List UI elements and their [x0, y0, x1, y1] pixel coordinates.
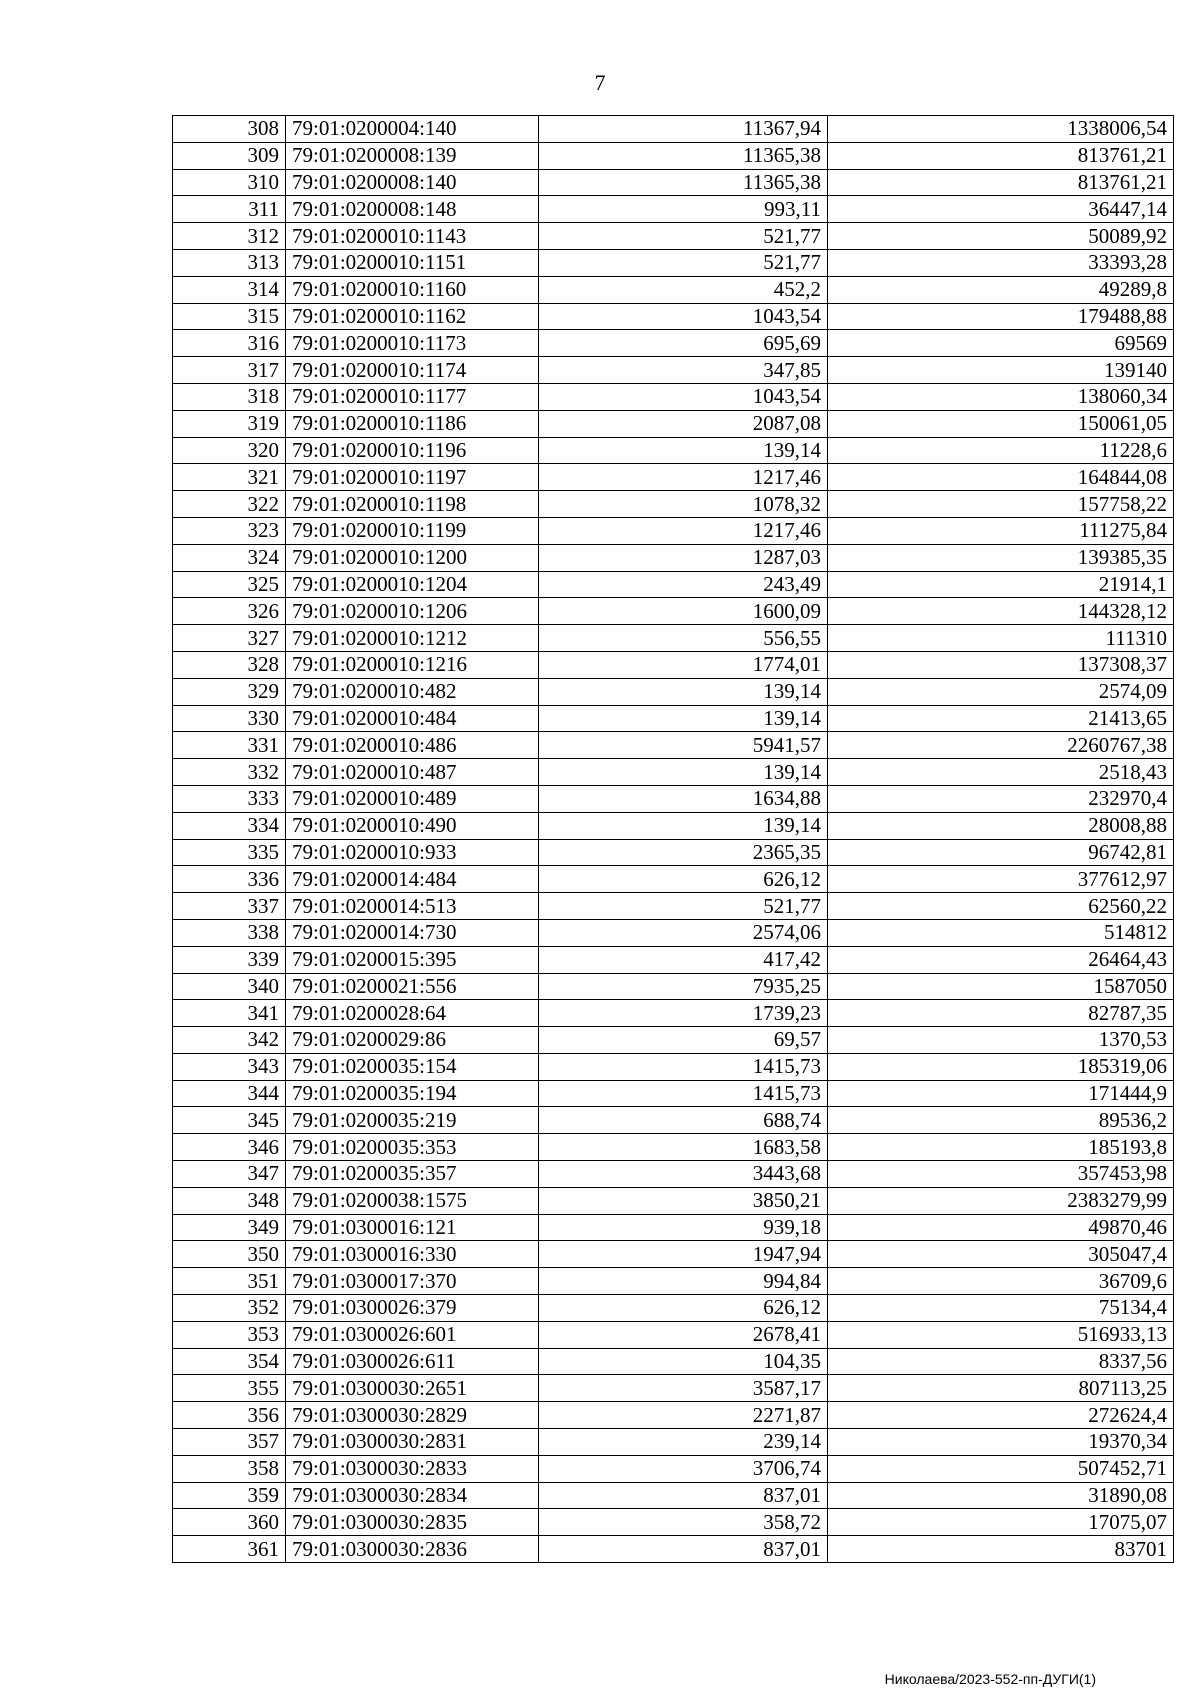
cadastral-number-cell: 79:01:0200010:1186: [286, 410, 539, 437]
table-row: [173, 839, 1174, 866]
cadastral-number-cell: 79:01:0300016:121: [286, 1214, 539, 1241]
area-value-cell: 626,12: [539, 866, 828, 893]
cadastral-number-cell: 79:01:0200010:1160: [286, 276, 539, 303]
cadastral-value-cell: 2574,09: [828, 678, 1174, 705]
table-row: [173, 1429, 1174, 1456]
area-value-cell: 1683,58: [539, 1134, 828, 1161]
cadastral-number-cell: 79:01:0200028:64: [286, 1000, 539, 1027]
table-row: [173, 223, 1174, 250]
table-row: [173, 946, 1174, 973]
cadastral-value-cell: 807113,25: [828, 1375, 1174, 1402]
cadastral-number-cell: 79:01:0200008:139: [286, 142, 539, 169]
table-row: [173, 276, 1174, 303]
area-value-cell: 2271,87: [539, 1402, 828, 1429]
area-value-cell: 2678,41: [539, 1321, 828, 1348]
row-number-cell: 321: [173, 464, 286, 491]
table-row: [173, 785, 1174, 812]
cadastral-number-cell: 79:01:0200021:556: [286, 973, 539, 1000]
row-number-cell: 331: [173, 732, 286, 759]
row-number-cell: 316: [173, 330, 286, 357]
cadastral-number-cell: 79:01:0200010:1198: [286, 491, 539, 518]
cadastral-value-cell: 49870,46: [828, 1214, 1174, 1241]
cadastral-number-cell: 79:01:0200038:1575: [286, 1187, 539, 1214]
row-number-cell: 355: [173, 1375, 286, 1402]
cadastral-value-cell: 75134,4: [828, 1295, 1174, 1322]
table-row: [173, 1348, 1174, 1375]
cadastral-number-cell: 79:01:0200010:487: [286, 759, 539, 786]
table-row: [173, 464, 1174, 491]
row-number-cell: 361: [173, 1536, 286, 1563]
cadastral-value-cell: 1587050: [828, 973, 1174, 1000]
row-number-cell: 319: [173, 410, 286, 437]
cadastral-number-cell: 79:01:0300016:330: [286, 1241, 539, 1268]
cadastral-value-cell: 813761,21: [828, 142, 1174, 169]
area-value-cell: 688,74: [539, 1107, 828, 1134]
area-value-cell: 994,84: [539, 1268, 828, 1295]
table-row: [173, 196, 1174, 223]
area-value-cell: 1415,73: [539, 1053, 828, 1080]
row-number-cell: 320: [173, 437, 286, 464]
cadastral-number-cell: 79:01:0200010:1196: [286, 437, 539, 464]
area-value-cell: 993,11: [539, 196, 828, 223]
area-value-cell: 521,77: [539, 223, 828, 250]
area-value-cell: 3587,17: [539, 1375, 828, 1402]
table-row: [173, 1161, 1174, 1188]
row-number-cell: 341: [173, 1000, 286, 1027]
area-value-cell: 139,14: [539, 705, 828, 732]
row-number-cell: 334: [173, 812, 286, 839]
row-number-cell: 324: [173, 544, 286, 571]
cadastral-number-cell: 79:01:0200035:219: [286, 1107, 539, 1134]
cadastral-number-cell: 79:01:0200014:513: [286, 893, 539, 920]
cadastral-value-cell: 272624,4: [828, 1402, 1174, 1429]
table-row: [173, 544, 1174, 571]
table-row: [173, 893, 1174, 920]
table-row: [173, 1402, 1174, 1429]
row-number-cell: 311: [173, 196, 286, 223]
cadastral-number-cell: 79:01:0200010:1177: [286, 383, 539, 410]
table-row: [173, 973, 1174, 1000]
cadastral-value-cell: 2518,43: [828, 759, 1174, 786]
area-value-cell: 1043,54: [539, 383, 828, 410]
table-row: [173, 410, 1174, 437]
cadastral-number-cell: 79:01:0200004:140: [286, 116, 539, 143]
cadastral-value-cell: 150061,05: [828, 410, 1174, 437]
row-number-cell: 340: [173, 973, 286, 1000]
cadastral-value-cell: 377612,97: [828, 866, 1174, 893]
cadastral-value-cell: 185193,8: [828, 1134, 1174, 1161]
table-row: [173, 1241, 1174, 1268]
row-number-cell: 317: [173, 357, 286, 384]
area-value-cell: 626,12: [539, 1295, 828, 1322]
cadastral-value-cell: 144328,12: [828, 598, 1174, 625]
cadastral-number-cell: 79:01:0200010:486: [286, 732, 539, 759]
area-value-cell: 521,77: [539, 893, 828, 920]
row-number-cell: 347: [173, 1161, 286, 1188]
row-number-cell: 333: [173, 785, 286, 812]
cadastral-number-cell: 79:01:0200008:140: [286, 169, 539, 196]
area-value-cell: 69,57: [539, 1027, 828, 1054]
row-number-cell: 335: [173, 839, 286, 866]
cadastral-value-cell: 31890,08: [828, 1482, 1174, 1509]
row-number-cell: 336: [173, 866, 286, 893]
cadastral-number-cell: 79:01:0200035:353: [286, 1134, 539, 1161]
row-number-cell: 356: [173, 1402, 286, 1429]
cadastral-number-cell: 79:01:0200010:1212: [286, 625, 539, 652]
area-value-cell: 837,01: [539, 1536, 828, 1563]
area-value-cell: 1078,32: [539, 491, 828, 518]
cadastral-number-cell: 79:01:0300030:2835: [286, 1509, 539, 1536]
row-number-cell: 323: [173, 517, 286, 544]
cadastral-value-cell: 138060,34: [828, 383, 1174, 410]
area-value-cell: 11367,94: [539, 116, 828, 143]
row-number-cell: 339: [173, 946, 286, 973]
area-value-cell: 3443,68: [539, 1161, 828, 1188]
area-value-cell: 1043,54: [539, 303, 828, 330]
table-row: [173, 437, 1174, 464]
row-number-cell: 328: [173, 651, 286, 678]
table-row: [173, 1536, 1174, 1563]
cadastral-value-cell: 36709,6: [828, 1268, 1174, 1295]
table-row: [173, 249, 1174, 276]
row-number-cell: 314: [173, 276, 286, 303]
table-row: [173, 1321, 1174, 1348]
cadastral-number-cell: 79:01:0200010:1162: [286, 303, 539, 330]
table-row: [173, 1295, 1174, 1322]
area-value-cell: 939,18: [539, 1214, 828, 1241]
area-value-cell: 2087,08: [539, 410, 828, 437]
row-number-cell: 352: [173, 1295, 286, 1322]
row-number-cell: 359: [173, 1482, 286, 1509]
cadastral-value-cell: 357453,98: [828, 1161, 1174, 1188]
table-row: [173, 116, 1174, 143]
cadastral-value-cell: 516933,13: [828, 1321, 1174, 1348]
cadastral-value-cell: 28008,88: [828, 812, 1174, 839]
page-number: 7: [594, 70, 606, 95]
area-value-cell: 11365,38: [539, 142, 828, 169]
row-number-cell: 308: [173, 116, 286, 143]
cadastral-value-cell: 2383279,99: [828, 1187, 1174, 1214]
cadastral-value-cell: 17075,07: [828, 1509, 1174, 1536]
table-row: [173, 1214, 1174, 1241]
table-row: [173, 705, 1174, 732]
area-value-cell: 521,77: [539, 249, 828, 276]
cadastral-number-cell: 79:01:0200035:154: [286, 1053, 539, 1080]
table-row: [173, 383, 1174, 410]
cadastral-value-cell: 1338006,54: [828, 116, 1174, 143]
cadastral-number-cell: 79:01:0200008:148: [286, 196, 539, 223]
area-value-cell: 695,69: [539, 330, 828, 357]
cadastral-value-cell: 514812: [828, 919, 1174, 946]
cadastral-value-cell: 507452,71: [828, 1455, 1174, 1482]
cadastral-value-cell: 33393,28: [828, 249, 1174, 276]
cadastral-value-cell: 305047,4: [828, 1241, 1174, 1268]
cadastral-number-cell: 79:01:0200010:933: [286, 839, 539, 866]
cadastral-number-cell: 79:01:0200029:86: [286, 1027, 539, 1054]
row-number-cell: 351: [173, 1268, 286, 1295]
table-row: [173, 598, 1174, 625]
table-row: [173, 517, 1174, 544]
cadastral-number-cell: 79:01:0300026:601: [286, 1321, 539, 1348]
cadastral-number-cell: 79:01:0200010:1204: [286, 571, 539, 598]
cadastral-value-cell: 11228,6: [828, 437, 1174, 464]
cadastral-number-cell: 79:01:0300030:2836: [286, 1536, 539, 1563]
row-number-cell: 327: [173, 625, 286, 652]
cadastral-value-cell: 2260767,38: [828, 732, 1174, 759]
area-value-cell: 239,14: [539, 1429, 828, 1456]
row-number-cell: 360: [173, 1509, 286, 1536]
area-value-cell: 139,14: [539, 437, 828, 464]
cadastral-value-cell: 185319,06: [828, 1053, 1174, 1080]
area-value-cell: 7935,25: [539, 973, 828, 1000]
cadastral-number-cell: 79:01:0200010:1197: [286, 464, 539, 491]
cadastral-value-cell: 89536,2: [828, 1107, 1174, 1134]
table-row: [173, 1053, 1174, 1080]
area-value-cell: 139,14: [539, 759, 828, 786]
area-value-cell: 243,49: [539, 571, 828, 598]
cadastral-number-cell: 79:01:0200010:1200: [286, 544, 539, 571]
area-value-cell: 3850,21: [539, 1187, 828, 1214]
row-number-cell: 338: [173, 919, 286, 946]
table-row: [173, 1509, 1174, 1536]
table-row: [173, 1455, 1174, 1482]
area-value-cell: 139,14: [539, 812, 828, 839]
table-row: [173, 1482, 1174, 1509]
table-row: [173, 1268, 1174, 1295]
area-value-cell: 358,72: [539, 1509, 828, 1536]
table-row: [173, 1107, 1174, 1134]
row-number-cell: 326: [173, 598, 286, 625]
cadastral-value-cell: 82787,35: [828, 1000, 1174, 1027]
row-number-cell: 315: [173, 303, 286, 330]
cadastral-number-cell: 79:01:0200010:489: [286, 785, 539, 812]
area-value-cell: 1217,46: [539, 464, 828, 491]
cadastral-number-cell: 79:01:0200014:484: [286, 866, 539, 893]
cadastral-value-cell: 69569: [828, 330, 1174, 357]
cadastral-number-cell: 79:01:0300030:2651: [286, 1375, 539, 1402]
cadastral-number-cell: 79:01:0200010:1143: [286, 223, 539, 250]
row-number-cell: 346: [173, 1134, 286, 1161]
cadastral-value-cell: 1370,53: [828, 1027, 1174, 1054]
table-row: [173, 812, 1174, 839]
row-number-cell: 343: [173, 1053, 286, 1080]
row-number-cell: 357: [173, 1429, 286, 1456]
cadastral-value-cell: 111275,84: [828, 517, 1174, 544]
cadastral-value-cell: 157758,22: [828, 491, 1174, 518]
cadastral-number-cell: 79:01:0200015:395: [286, 946, 539, 973]
table-row: [173, 1134, 1174, 1161]
table-row: [173, 169, 1174, 196]
cadastral-number-cell: 79:01:0200010:1206: [286, 598, 539, 625]
table-row: [173, 571, 1174, 598]
cadastral-value-cell: 96742,81: [828, 839, 1174, 866]
table-row: [173, 330, 1174, 357]
table-row: [173, 678, 1174, 705]
table-row: [173, 1375, 1174, 1402]
cadastral-value-cell: 21413,65: [828, 705, 1174, 732]
cadastral-value-cell: 8337,56: [828, 1348, 1174, 1375]
area-value-cell: 2365,35: [539, 839, 828, 866]
row-number-cell: 345: [173, 1107, 286, 1134]
cadastral-number-cell: 79:01:0200035:194: [286, 1080, 539, 1107]
cadastral-number-cell: 79:01:0300030:2829: [286, 1402, 539, 1429]
table-row: [173, 142, 1174, 169]
row-number-cell: 354: [173, 1348, 286, 1375]
cadastral-value-cell: 26464,43: [828, 946, 1174, 973]
table-row: [173, 357, 1174, 384]
row-number-cell: 330: [173, 705, 286, 732]
row-number-cell: 349: [173, 1214, 286, 1241]
table-row: [173, 1027, 1174, 1054]
area-value-cell: 104,35: [539, 1348, 828, 1375]
row-number-cell: 312: [173, 223, 286, 250]
cadastral-value-cell: 19370,34: [828, 1429, 1174, 1456]
cadastral-table: [172, 115, 1174, 1563]
document-reference: Николаева/2023-552-пп-ДУГИ(1): [884, 1671, 1096, 1687]
table-body: [173, 116, 1174, 1563]
cadastral-number-cell: 79:01:0300026:611: [286, 1348, 539, 1375]
cadastral-number-cell: 79:01:0300017:370: [286, 1268, 539, 1295]
area-value-cell: 1634,88: [539, 785, 828, 812]
cadastral-number-cell: 79:01:0200014:730: [286, 919, 539, 946]
area-value-cell: 3706,74: [539, 1455, 828, 1482]
row-number-cell: 325: [173, 571, 286, 598]
table-row: [173, 866, 1174, 893]
table-row: [173, 491, 1174, 518]
row-number-cell: 337: [173, 893, 286, 920]
area-value-cell: 2574,06: [539, 919, 828, 946]
row-number-cell: 332: [173, 759, 286, 786]
row-number-cell: 318: [173, 383, 286, 410]
cadastral-value-cell: 179488,88: [828, 303, 1174, 330]
area-value-cell: 1415,73: [539, 1080, 828, 1107]
cadastral-value-cell: 21914,1: [828, 571, 1174, 598]
cadastral-number-cell: 79:01:0200010:1174: [286, 357, 539, 384]
area-value-cell: 139,14: [539, 678, 828, 705]
cadastral-value-cell: 813761,21: [828, 169, 1174, 196]
cadastral-value-cell: 36447,14: [828, 196, 1174, 223]
cadastral-number-cell: 79:01:0200010:482: [286, 678, 539, 705]
cadastral-value-cell: 164844,08: [828, 464, 1174, 491]
table-row: [173, 759, 1174, 786]
area-value-cell: 417,42: [539, 946, 828, 973]
area-value-cell: 1217,46: [539, 517, 828, 544]
row-number-cell: 309: [173, 142, 286, 169]
table-row: [173, 919, 1174, 946]
cadastral-number-cell: 79:01:0200010:1216: [286, 651, 539, 678]
cadastral-value-cell: 139140: [828, 357, 1174, 384]
area-value-cell: 1774,01: [539, 651, 828, 678]
area-value-cell: 1947,94: [539, 1241, 828, 1268]
area-value-cell: 837,01: [539, 1482, 828, 1509]
cadastral-number-cell: 79:01:0300030:2833: [286, 1455, 539, 1482]
cadastral-number-cell: 79:01:0200010:1173: [286, 330, 539, 357]
cadastral-value-cell: 137308,37: [828, 651, 1174, 678]
row-number-cell: 329: [173, 678, 286, 705]
area-value-cell: 5941,57: [539, 732, 828, 759]
cadastral-value-cell: 83701: [828, 1536, 1174, 1563]
cadastral-number-cell: 79:01:0300030:2834: [286, 1482, 539, 1509]
cadastral-value-cell: 49289,8: [828, 276, 1174, 303]
row-number-cell: 313: [173, 249, 286, 276]
row-number-cell: 353: [173, 1321, 286, 1348]
row-number-cell: 348: [173, 1187, 286, 1214]
table-row: [173, 1080, 1174, 1107]
table-row: [173, 303, 1174, 330]
area-value-cell: 1600,09: [539, 598, 828, 625]
row-number-cell: 350: [173, 1241, 286, 1268]
table-row: [173, 1187, 1174, 1214]
area-value-cell: 556,55: [539, 625, 828, 652]
cadastral-value-cell: 50089,92: [828, 223, 1174, 250]
area-value-cell: 347,85: [539, 357, 828, 384]
area-value-cell: 11365,38: [539, 169, 828, 196]
cadastral-value-cell: 62560,22: [828, 893, 1174, 920]
table-row: [173, 1000, 1174, 1027]
table-row: [173, 651, 1174, 678]
cadastral-number-cell: 79:01:0200010:1199: [286, 517, 539, 544]
area-value-cell: 1739,23: [539, 1000, 828, 1027]
cadastral-number-cell: 79:01:0200010:490: [286, 812, 539, 839]
row-number-cell: 342: [173, 1027, 286, 1054]
row-number-cell: 344: [173, 1080, 286, 1107]
cadastral-number-cell: 79:01:0300026:379: [286, 1295, 539, 1322]
row-number-cell: 358: [173, 1455, 286, 1482]
cadastral-value-cell: 171444,9: [828, 1080, 1174, 1107]
row-number-cell: 310: [173, 169, 286, 196]
table-row: [173, 625, 1174, 652]
cadastral-number-cell: 79:01:0200035:357: [286, 1161, 539, 1188]
area-value-cell: 1287,03: [539, 544, 828, 571]
cadastral-value-cell: 232970,4: [828, 785, 1174, 812]
cadastral-number-cell: 79:01:0300030:2831: [286, 1429, 539, 1456]
area-value-cell: 452,2: [539, 276, 828, 303]
cadastral-value-cell: 139385,35: [828, 544, 1174, 571]
cadastral-number-cell: 79:01:0200010:1151: [286, 249, 539, 276]
cadastral-value-cell: 111310: [828, 625, 1174, 652]
row-number-cell: 322: [173, 491, 286, 518]
cadastral-number-cell: 79:01:0200010:484: [286, 705, 539, 732]
table-row: [173, 732, 1174, 759]
